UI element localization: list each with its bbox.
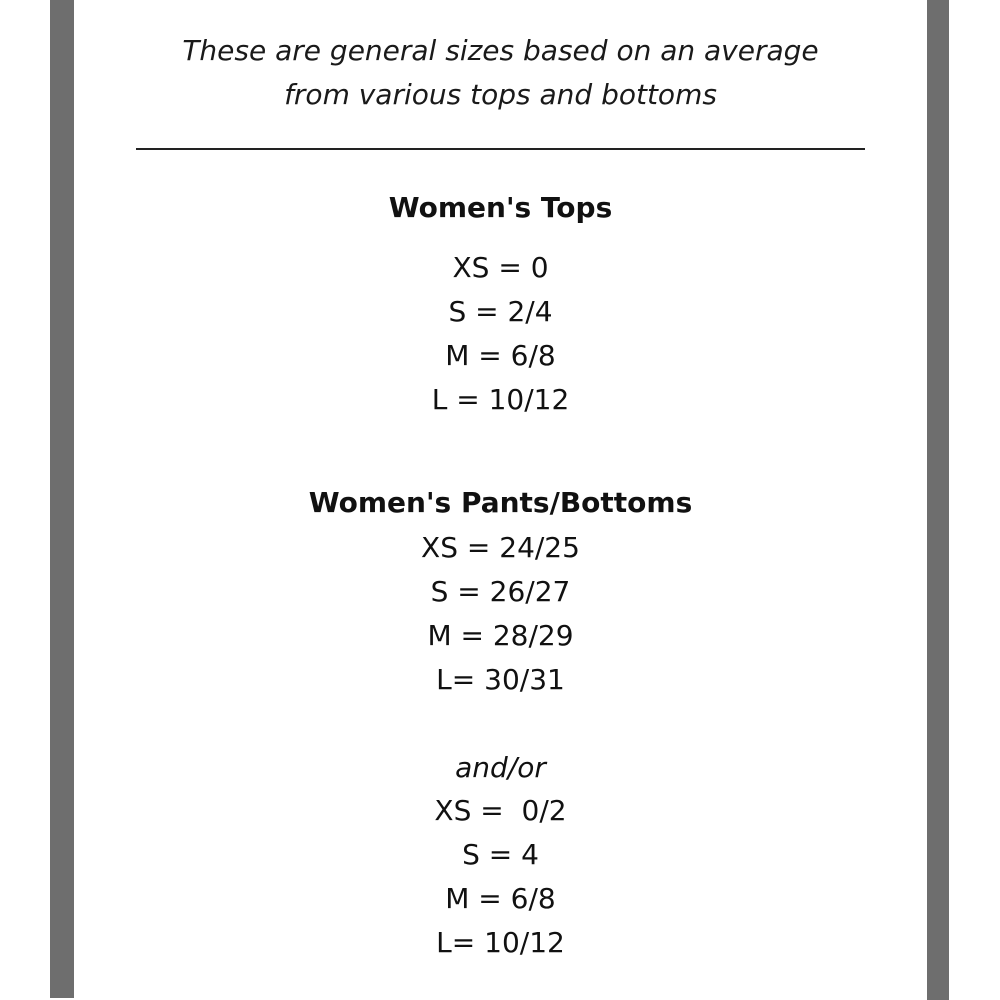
tops-heading: Women's Tops	[388, 191, 613, 224]
tops-size-l: L = 10/12	[431, 383, 570, 416]
bottoms-size-xs: XS = 24/25	[421, 531, 580, 564]
tops-size-m: M = 6/8	[445, 339, 556, 372]
tops-size-xs: XS = 0	[452, 251, 549, 284]
alt-size-l: L= 10/12	[436, 926, 565, 959]
bottoms-heading: Women's Pants/Bottoms	[308, 486, 693, 519]
alt-sizes-label: and/or	[455, 751, 546, 784]
alt-size-m: M = 6/8	[445, 882, 556, 915]
bottoms-size-l: L= 30/31	[436, 663, 565, 696]
intro-line-2: from various tops and bottoms	[284, 78, 717, 111]
left-frame-edge	[50, 0, 74, 998]
alt-size-s: S = 4	[462, 838, 539, 871]
divider	[136, 148, 865, 150]
bottoms-size-m: M = 28/29	[427, 619, 574, 652]
bottoms-size-s: S = 26/27	[430, 575, 571, 608]
tops-size-s: S = 2/4	[448, 295, 553, 328]
intro-line-1: These are general sizes based on an average	[182, 34, 819, 67]
right-frame-edge	[927, 0, 949, 1000]
alt-size-xs: XS = 0/2	[434, 794, 567, 827]
